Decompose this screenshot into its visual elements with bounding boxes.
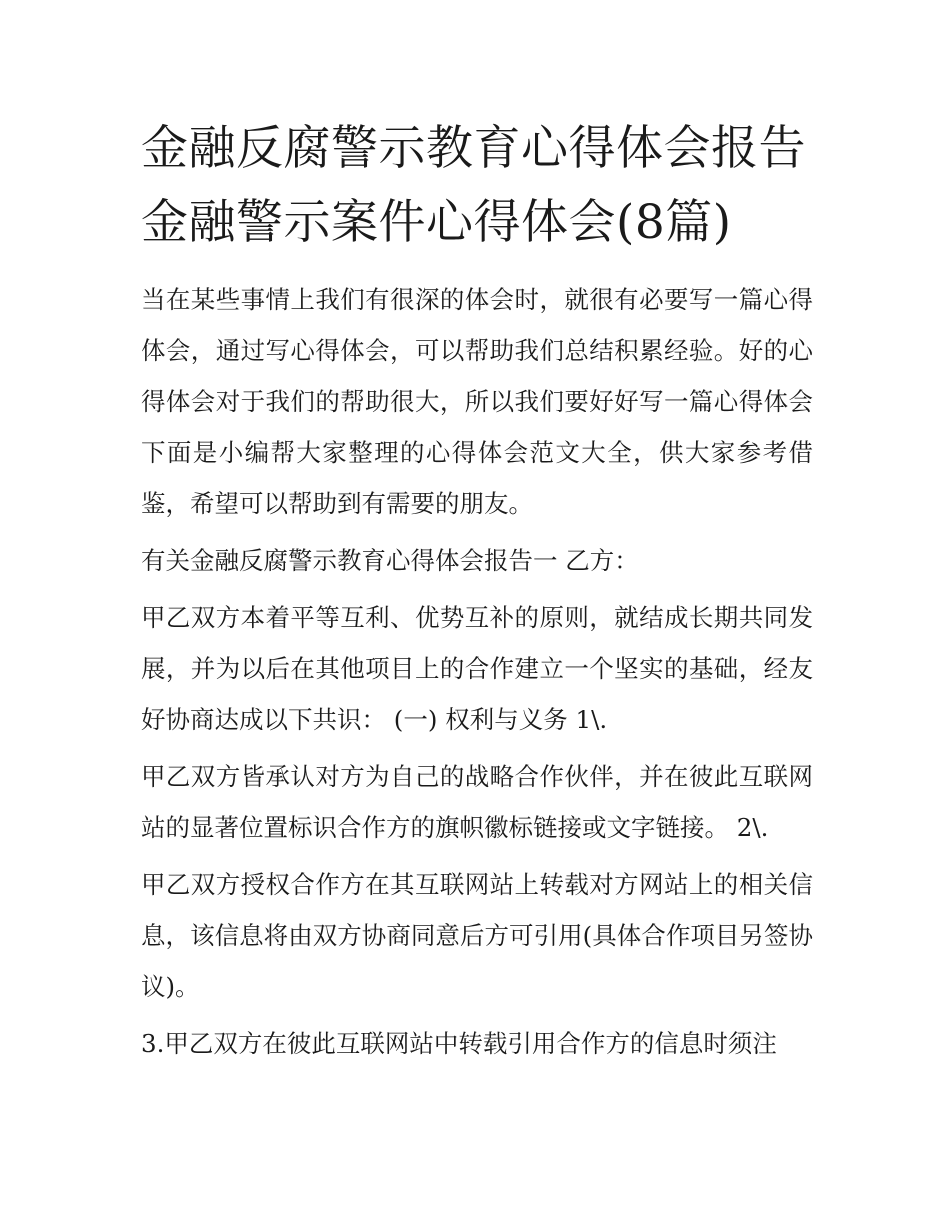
paragraph-intro: 当在某些事情上我们有很深的体会时，就很有必要写一篇心得体会，通过写心得体会，可以帮助我们总结积累经验。好的心得体会对于我们的帮助很大，所以我们要好好写一篇心得体会下面是小编帮大家整理的心得体会范文大全，供大家参考借鉴，希望可以帮助到有需要的朋友。: [141, 285, 813, 518]
paragraph-section-heading: 有关金融反腐警示教育心得体会报告一 乙方：: [141, 546, 639, 575]
document-body: [141, 112, 813, 1069]
paragraph-clause-1: 甲乙双方皆承认对方为自己的战略合作伙伴，并在彼此互联网站的显著位置标识合作方的旗帜徽标链接或文字链接。 2\.: [141, 762, 813, 842]
document-title: 金融反腐警示教育心得体会报告 金融警示案件心得体会(8篇): [141, 121, 806, 250]
paragraph-clause-2: 甲乙双方授权合作方在其互联网站上转载对方网站上的相关信息，该信息将由双方协商同意后方可引用(具体合作项目另签协议)。: [141, 870, 813, 1001]
paragraph-clause-3: 3.甲乙双方在彼此互联网站中转载引用合作方的信息时须注: [141, 1029, 777, 1058]
paragraph-agreement-preamble: 甲乙双方本着平等互利、优势互补的原则，就结成长期共同发展，并为以后在其他项目上的合作建立一个坚实的基础，经友好协商达成以下共识： (一) 权利与义务 1\.: [141, 603, 813, 734]
